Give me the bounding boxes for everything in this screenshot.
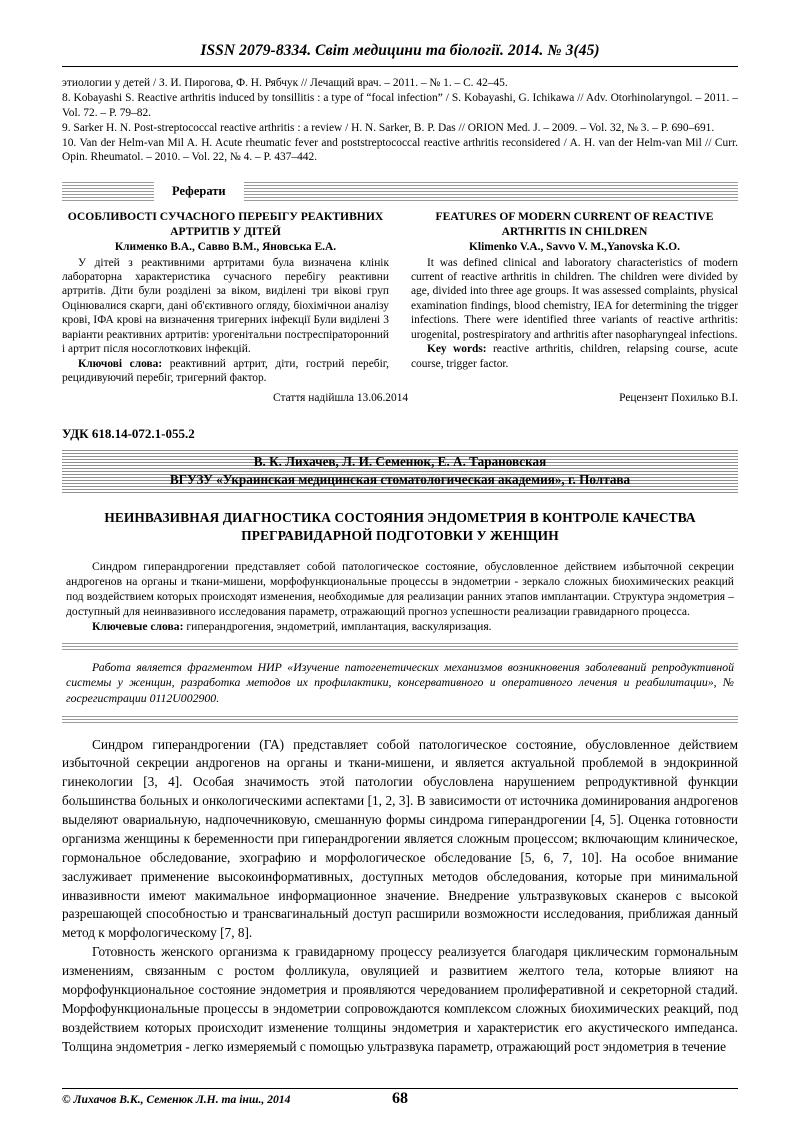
submission-date: Стаття надійшла 13.06.2014 (273, 391, 409, 404)
header-divider (62, 66, 738, 67)
abstract-keywords-uk (62, 357, 389, 386)
abstracts-section-label: Реферати (154, 182, 244, 201)
authors-band (62, 450, 738, 493)
reference-item: этиологии у детей / З. И. Пирогова, Ф. Н. Рябчук // Лечащий врач. – 2011. – № 1. – С. 42–45. (62, 77, 508, 89)
article-title: НЕИНВАЗИВНАЯ ДИАГНОСТИКА СОСТОЯНИЯ ЭНДОМЕТРИЯ В КОНТРОЛЕ КАЧЕСТВА ПРЕГРАВИДАРНОЙ ПОДГОТОВКИ У ЖЕНЩИН (104, 509, 696, 543)
footer-row (62, 1091, 738, 1111)
article-affiliation: ВГУЗУ «Украинская медицинская стоматологическая академия», г. Полтава (169, 471, 631, 487)
abstract-body-uk: У дітей з реактивними артритами була визначена клінік лабораторна характеристика сучасного перебігу реактивни артритів. Діти були розділені за віком, виділені три вікові груп Оцінювалися скарги, дані об'єктивного огляду, біохімічнои аналізу крові, ІФА крові на визначення тригерних інфекції Були виділені 3 варіанти реактивних артритів: урогенітальни постреспіраторонний і артрит після носоглоткових інфекцій. (62, 256, 389, 356)
abstract-body-en: It was defined clinical and laboratory characteristics of modern current of reactive arthritis in children. The children were divided by age, divided into three age groups. It was assessed complaints, physical examination findings, blood chemistry, IEA for determining the trigger infections. There were identified three variants of reactive arthritis: urogenital, postrespiratory and arthritis after nasopharyngeal infections. (411, 256, 738, 341)
article-abstract: Синдром гиперандрогении представляет собой патологическое состояние, обусловленное действием избыточной секреции андрогенов на органы и ткани-мишени, морфофункциональные процессы в эндометрии - зеркало сложных биохимических реакций под воздействием которых происходят изменения, необходимые для реализации ранних этапов имплантации. Структура эндометрия – доступный для неинвазивного исследования параметр, отражающий прогноз успешности реализации гравидарного процесса. (66, 559, 734, 618)
reference-item: 9. Sarker H. N. Post-streptococcal reactive arthritis : a review / H. N. Sarker, B. P. Das // ORION Med. J. – 2009. – Vol. 32, № 3. – P. 690–691. (62, 121, 715, 134)
abstract-authors-uk: Клименко В.А., Савво В.М., Яновська Е.А. (114, 241, 337, 254)
body-paragraph: Готовность женского организма к гравидарному процессу реализуется благодаря циклическим гормональным изменениям, связанным с ростом фолликула, овуляцией и развитием желтого тела, которые влияют на морфофункциональное состояние эндометрия и проявляются чередованием пролиферативной и секреторной стадий. Морфофункциональные процессы в эндометрии сопровождаются комплексом сложных биохимических реакций, под воздействием которых происходит изменение толщины эндометрия и характеристик его акустического импеданса. Толщина эндометрия - легко измеряемый с помощью ультразвука параметр, отражающий рост эндометрия в течение (62, 944, 738, 1054)
page-footer (62, 1088, 738, 1114)
references-list (62, 76, 738, 165)
reference-item: 8. Kobayashi S. Reactive arthritis induced by tonsillitis : a type of “focal infection” / S. Kobayashi, G. Ichikawa // Adv. Otorhinolaryngol. – 2011. – Vol. 72. – P. 79–82. (62, 92, 738, 119)
abstract-title-uk: ОСОБЛИВОСТІ СУЧАСНОГО ПЕРЕБІГУ РЕАКТИВНИХ АРТРИТІВ У ДІТЕЙ (67, 210, 384, 238)
abstract-keywords-label-uk: Ключові слова: (78, 357, 163, 370)
footer-divider (62, 1088, 738, 1089)
abstract-ukrainian (62, 210, 389, 386)
article-body (62, 736, 738, 1057)
funding-note: Работа является фрагментом НИР «Изучение патогенетических механизмов возникновения заболеваний репродуктивной системы у женщин, разработка методов их профилактики, консервативного и оперативного лечения и реабилитации», № госрегистрации 0112U002900. (66, 659, 734, 705)
abstract-keywords-text-en: reactive arthritis, children, relapsing course, acute course, trigger factor. (411, 343, 738, 370)
journal-header: ISSN 2079-8334. Світ медицини та біології. 2014. № 3(45) (200, 42, 600, 59)
funding-divider (62, 643, 738, 652)
page-number: 68 (392, 1090, 408, 1107)
article-authors: В. К. Лихачев, Л. И. Семенюк, Е. А. Тарановская (253, 453, 547, 469)
abstract-authors-en: Klimenko V.A., Savvo V. M.,Yanovska K.O. (469, 241, 680, 254)
abstract-keywords-text-uk: реактивний артрит, діти, гострий перебіг, рецидивуючий перебіг, тригерний фактор. (62, 357, 389, 385)
abstracts-columns (62, 210, 738, 386)
abstract-keywords-en (411, 342, 738, 371)
body-divider (62, 716, 738, 725)
abstract-title-en: FEATURES OF MODERN CURRENT OF REACTIVE ARTHRITIS IN CHILDREN (435, 210, 714, 238)
abstract-footer (62, 392, 738, 404)
article-keywords-label: Ключевые слова: (92, 619, 184, 633)
udc-code: УДК 618.14-072.1-055.2 (62, 425, 195, 441)
abstract-keywords-label-en: Key words: (427, 343, 487, 356)
article-keywords-text: гиперандрогения, эндометрий, имплантация, васкуляризация. (186, 619, 492, 633)
reference-item: 10. Van der Helm-van Mil A. H. Acute rheumatic fever and poststreptococcal reactive arthritis reconsidered / A. H. van der Helm-van Mil // Curr. Opin. Rheumatol. – 2010. – Vol. 22, № 4. – P. 437–442. (62, 136, 738, 164)
copyright-note: © Лихачов В.К., Семенюк Л.Н. та інш., 2014 (62, 1093, 291, 1106)
reviewer-note: Рецензент Похилько В.І. (619, 391, 738, 404)
body-paragraph: Синдром гиперандрогении (ГА) представляет собой патологическое состояние, обусловленное действием избыточной секреции андрогенов на органы и ткани-мишени, и является актуальной проблемой в эндокринной гинекологии [3, 4]. Особая значимость этой патологии обусловлена нарушением репродуктивной функции большинства больных и онкологическими аспектами [1, 2, 3]. В зависимости от источника доминирования андрогенов выделяют овариальную, надпочечниковую, смешанную формы синдрома гиперандрогении [4, 5]. Оценка готовности организма женщины к беременности при гиперандрогении является сложным процессом; включающим клиническое, гормональное обследование, эхографию и морфологическое обследование [5, 6, 7, 10]. На особое внимание заслуживает применение высокоинформативных, доступных методов обследования, которые при минимальной инвазивности имеют макимальное информационное значение. Внедрение ультразвуковых сканеров с высокой разрешающей способностью и трансвагинальный доступ расширили возможности исследования, приближая данный метод к морфологическому [7, 8]. (62, 736, 738, 941)
abstracts-section-band (62, 182, 738, 201)
abstract-english (411, 210, 738, 386)
article-keywords (66, 619, 734, 634)
